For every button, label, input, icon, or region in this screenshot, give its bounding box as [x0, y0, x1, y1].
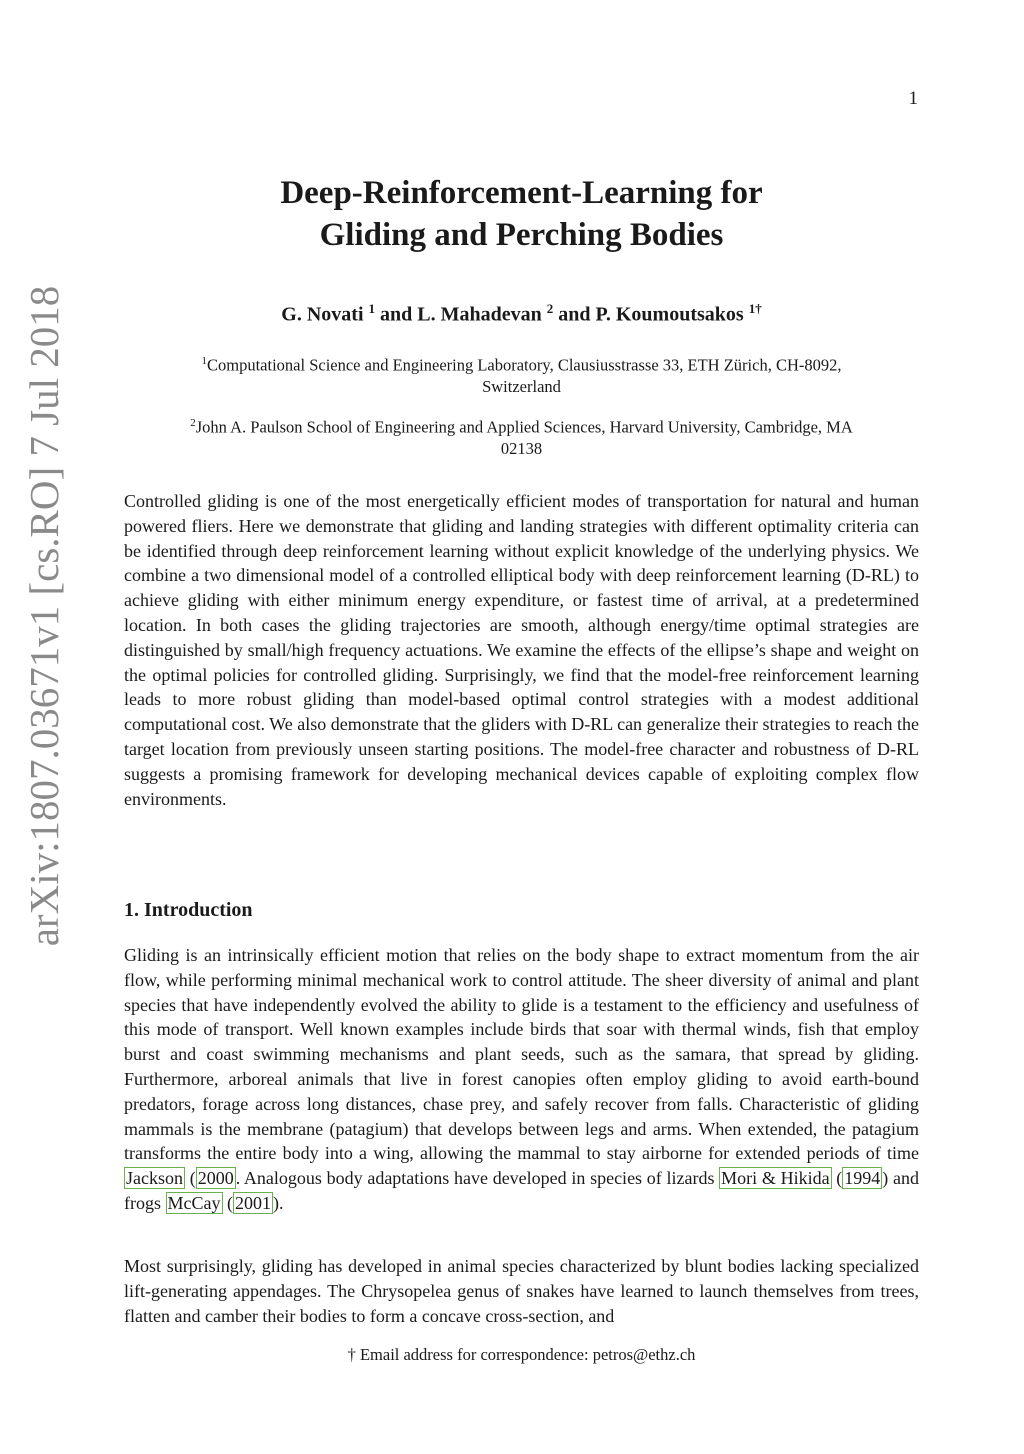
affiliation-harvard	[124, 413, 919, 459]
citation-year-2000[interactable]: 2000	[197, 1168, 234, 1189]
introduction-paragraph-1: Gliding is an intrinsically efficient motion that relies on the body shape to extract momentum from the air flow, while performing minimal mechanical work to control attitude. The sheer diversity of animal and plant species that have independently evolved the ability to glide is a testament to the efficiency and usefulness of this mode of transport. Well known examples include birds that soar with thermal winds, fish that employ burst and coast swimming mechanisms and plant seeds, such as the samara, that spread by gliding. Furthermore, arboreal animals that live in forest canopies often employ gliding to avoid earth-bound predators, forage across long distances, chase prey, and safely recover from falls. Characteristic of gliding mammals is the membrane (patagium) that develops between legs and arms. When extended, the patagium transforms the entire body into a wing, allowing the mammal to stay airborne for extended periods of time Jackson ( 2000 . Analogous body adaptations have developed in species of lizards Mori & Hikida ( 1994 ) and frogs McCay ( 2001 ).	[124, 945, 919, 1213]
section-heading-introduction: 1. Introduction	[124, 899, 253, 921]
paragraph-text: Gliding is an intrinsically efficient motion that relies on the body shape to extract momentum from the air flow, while performing minimal mechanical work to control attitude. The sheer diversity of animal and plant species that have independently evolved the ability to glide is a testament to the efficiency and usefulness of this mode of transport. Well known examples include birds that soar with thermal winds, fish that employ burst and coast swimming mechanisms and plant seeds, such as the samara, that spread by gliding. Furthermore, arboreal animals that live in forest canopies often employ gliding to avoid earth-bound predators, forage across long distances, chase prey, and safely recover from falls. Characteristic of gliding mammals is the membrane (patagium) that develops between legs and arms. When extended, the patagium transforms the entire body into a wing, allowing the mammal to stay airborne for extended periods of time	[124, 945, 919, 1164]
citation-jackson[interactable]: Jackson	[126, 1168, 183, 1189]
author-novati-affiliation: 1	[368, 301, 376, 316]
page-number: 1	[908, 88, 918, 109]
author-list	[124, 295, 919, 329]
affiliation-text: 02138	[500, 438, 543, 458]
author-novati: G. Novati	[281, 303, 364, 326]
paragraph-text: ).	[273, 1192, 284, 1213]
correspondence-footnote: † Email address for correspondence: petros@ethz.ch	[347, 1345, 696, 1364]
citation-mccay[interactable]: McCay	[167, 1192, 221, 1213]
affiliation-text: John A. Paulson School of Engineering and Applied Sciences, Harvard University, Cambridge, MA	[195, 417, 853, 437]
title-line-1: Deep-Reinforcement-Learning for	[280, 175, 763, 211]
citation-year-2001[interactable]: 2001	[235, 1192, 271, 1213]
citation-mori-hikida[interactable]: Mori & Hikida	[721, 1168, 830, 1189]
introduction-paragraph-2: Most surprisingly, gliding has developed in animal species characterized by blunt bodies lacking specialized lift-generating appendages. The Chrysopelea genus of snakes have learned to launch themselves from trees, flatten and camber their bodies to form a concave cross-section, and	[124, 1256, 919, 1326]
author-koumoutsakos: P. Koumoutsakos	[595, 303, 744, 326]
abstract-paragraph: Controlled gliding is one of the most energetically efficient modes of transportation for natural and human powered fliers. Here we demonstrate that gliding and landing strategies with different optimality criteria can be identified through deep reinforcement learning without explicit knowledge of the underlying physics. We combine a two dimensional model of a controlled elliptical body with deep reinforcement learning (D-RL) to achieve gliding with either minimum energy expenditure, or fastest time of arrival, at a predetermined location. In both cases the gliding trajectories are smooth, although energy/time optimal strategies are distinguished by small/high frequency actuations. We examine the effects of the ellipse’s shape and weight on the optimal policies for controlled gliding. Surprisingly, we find that the model-free reinforcement learning leads to more robust gliding than model-based optimal control strategies with a modest additional computational cost. We also demonstrate that the gliders with D-RL can generalize their strategies to reach the target location from previously unseen starting positions. The model-free character and robustness of D-RL suggests a promising framework for developing mechanical devices capable of exploiting complex flow environments.	[124, 491, 919, 809]
title-line-2: Gliding and Perching Bodies	[319, 217, 724, 253]
affiliation-text: Computational Science and Engineering Laboratory, Clausiusstrasse 33, ETH Zürich, CH-8092,	[207, 355, 842, 375]
author-mahadevan: L. Mahadevan	[417, 303, 542, 326]
paper-title	[124, 172, 919, 256]
affiliation-text: Switzerland	[482, 376, 561, 396]
affiliation-marker: 2	[190, 417, 196, 429]
paragraph-text: . Analogous body adaptations have developed in species of lizards	[235, 1168, 715, 1189]
affiliation-marker: 1	[201, 355, 207, 367]
author-koumoutsakos-affiliation: 1†	[748, 301, 762, 316]
dagger-footnote-mark[interactable]: †	[755, 301, 762, 316]
citation-year-1994[interactable]: 1994	[844, 1168, 881, 1189]
author-mahadevan-affiliation: 2	[546, 301, 554, 316]
affiliation-eth	[124, 351, 919, 397]
arxiv-identifier-stamp[interactable]: arXiv:1807.03671v1 [cs.RO] 7 Jul 2018	[21, 285, 67, 947]
paragraph-text: and frogs	[124, 1168, 919, 1213]
author-separator: and	[375, 303, 418, 326]
author-separator: and	[553, 303, 596, 326]
